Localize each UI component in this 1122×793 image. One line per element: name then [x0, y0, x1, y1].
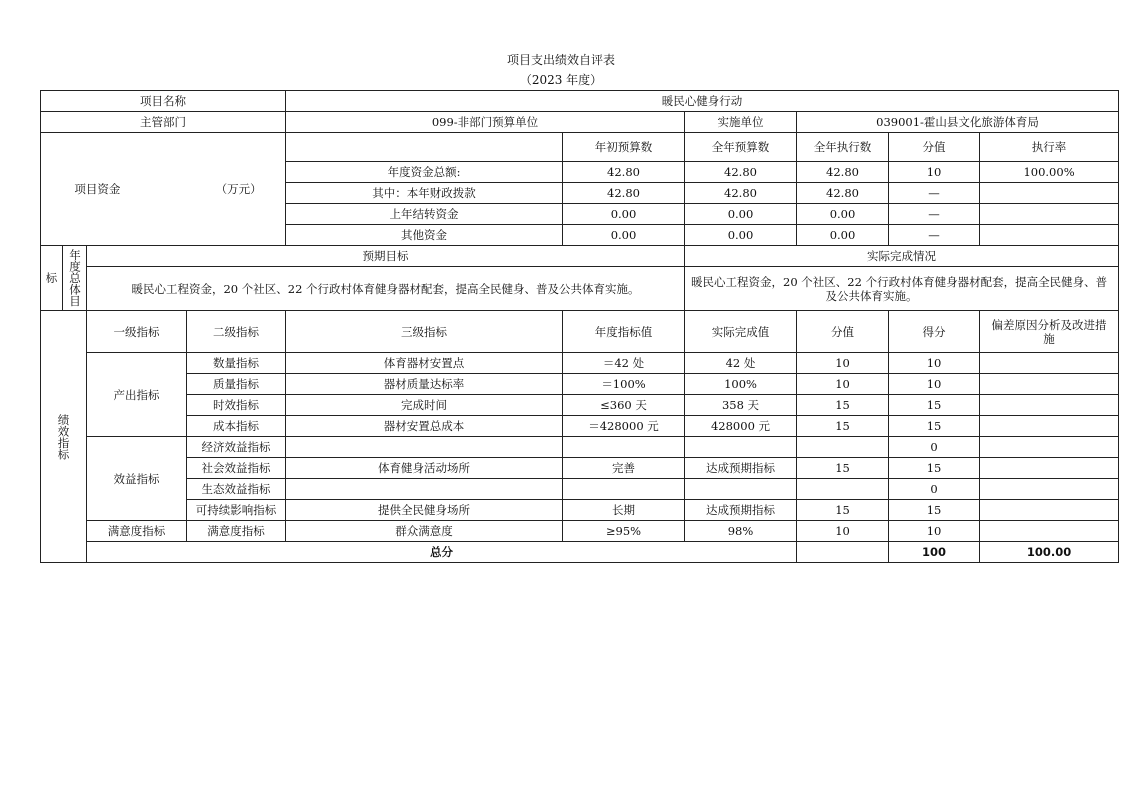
total-score-value: 100	[889, 542, 980, 563]
implementing-unit-label: 实施单位	[685, 112, 797, 133]
indicator-level3: 完成时间	[286, 395, 563, 416]
funds-row-score-value: 10	[889, 162, 980, 183]
indicator-level2: 数量指标	[187, 353, 286, 374]
indicator-deviation	[980, 437, 1119, 458]
funds-row-annual: 0.00	[685, 225, 797, 246]
funds-row-score-value: —	[889, 204, 980, 225]
indicator-score-value: 10	[797, 374, 889, 395]
funds-header-annual: 全年预算数	[685, 133, 797, 162]
indicator-row	[41, 416, 1119, 437]
funds-header-rate: 执行率	[980, 133, 1119, 162]
indicator-level3: 器材安置总成本	[286, 416, 563, 437]
indicator-level3: 器材质量达标率	[286, 374, 563, 395]
indicator-score-value	[797, 479, 889, 500]
funds-row-name: 其中：本年财政拨款	[286, 183, 563, 204]
indicator-level3	[286, 479, 563, 500]
expected-goal-label: 预期目标	[87, 246, 685, 267]
indicators-side-label: 绩效指标	[41, 311, 87, 563]
funds-row-rate	[980, 204, 1119, 225]
page-title: 项目支出绩效自评表	[506, 53, 615, 67]
funds-label-cell	[41, 133, 286, 246]
actual-goal-text	[685, 267, 1119, 311]
indicator-deviation	[980, 374, 1119, 395]
indicator-score-value: 15	[797, 500, 889, 521]
indicator-level2: 满意度指标	[187, 521, 286, 542]
indicator-target: ≤360 天	[563, 395, 685, 416]
indicator-row	[41, 458, 1119, 479]
indicator-level2: 成本指标	[187, 416, 286, 437]
indicator-level3: 群众满意度	[286, 521, 563, 542]
funds-row-rate	[980, 183, 1119, 204]
funds-row-initial: 0.00	[563, 225, 685, 246]
indicator-score: 0	[889, 479, 980, 500]
indicator-row	[41, 395, 1119, 416]
output-indicator-label: 产出指标	[87, 353, 187, 437]
department-label: 主管部门	[41, 112, 286, 133]
indicator-target: 完善	[563, 458, 685, 479]
funds-row-annual: 42.80	[685, 183, 797, 204]
funds-label: 项目资金	[74, 182, 121, 196]
indicator-actual: 达成预期指标	[685, 458, 797, 479]
funds-unit: （万元）	[215, 182, 262, 196]
indicator-actual: 达成预期指标	[685, 500, 797, 521]
indicator-target: ＝428000 元	[563, 416, 685, 437]
indicator-level2: 时效指标	[187, 395, 286, 416]
funds-row-initial: 0.00	[563, 204, 685, 225]
goals-side-cell	[41, 246, 87, 311]
funds-header-executed: 全年执行数	[797, 133, 889, 162]
deviation-header-line-1: 偏差原因分析及改进措	[991, 317, 1107, 332]
indicator-score-value: 15	[797, 458, 889, 479]
indicator-score-value: 15	[797, 395, 889, 416]
indicator-target	[563, 437, 685, 458]
indicator-target: ＝42 处	[563, 353, 685, 374]
indicator-score: 10	[889, 353, 980, 374]
indicator-deviation	[980, 416, 1119, 437]
funds-row-rate	[980, 225, 1119, 246]
indicator-row	[41, 437, 1119, 458]
indicator-deviation	[980, 395, 1119, 416]
indicator-target: 长期	[563, 500, 685, 521]
indicator-header-target: 年度指标值	[563, 311, 685, 353]
indicator-level3	[286, 437, 563, 458]
total-label: 总分	[87, 542, 797, 563]
total-blank	[797, 542, 889, 563]
funds-header-blank	[286, 133, 563, 162]
indicator-target: ＝100%	[563, 374, 685, 395]
indicator-score: 15	[889, 500, 980, 521]
total-score: 100.00	[980, 542, 1119, 563]
indicator-header-score-value: 分值	[797, 311, 889, 353]
indicator-actual: 100%	[685, 374, 797, 395]
indicator-score-value	[797, 437, 889, 458]
indicator-deviation	[980, 500, 1119, 521]
indicator-target: ≥95%	[563, 521, 685, 542]
funds-row-executed: 0.00	[797, 204, 889, 225]
indicator-level2: 经济效益指标	[187, 437, 286, 458]
indicator-level2: 社会效益指标	[187, 458, 286, 479]
funds-row-name: 其他资金	[286, 225, 563, 246]
indicator-deviation	[980, 353, 1119, 374]
indicator-level3: 体育健身活动场所	[286, 458, 563, 479]
indicator-score: 10	[889, 521, 980, 542]
indicator-actual	[685, 437, 797, 458]
funds-row-executed: 42.80	[797, 183, 889, 204]
indicator-actual	[685, 479, 797, 500]
implementing-unit-value: 039001-霍山县文化旅游体育局	[797, 112, 1119, 133]
indicator-header-level2: 二级指标	[187, 311, 286, 353]
indicator-header-score: 得分	[889, 311, 980, 353]
indicator-score: 15	[889, 395, 980, 416]
indicator-score: 0	[889, 437, 980, 458]
actual-goal-line-1: 暖民心工程资金，20 个社区、22 个行政村体育健身器材配套，提高全民健身、普	[691, 274, 1108, 289]
indicator-header-deviation	[980, 311, 1119, 353]
satisfaction-indicator-label: 满意度指标	[87, 521, 187, 542]
indicator-deviation	[980, 479, 1119, 500]
expected-goal-text: 暖民心工程资金，20 个社区、22 个行政村体育健身器材配套，提高全民健身、普及公共体育实施。	[87, 267, 685, 311]
indicator-level3: 提供全民健身场所	[286, 500, 563, 521]
funds-row-rate: 100.00%	[980, 162, 1119, 183]
indicator-score-value: 15	[797, 416, 889, 437]
indicator-row	[41, 374, 1119, 395]
funds-row-name: 年度资金总额:	[286, 162, 563, 183]
indicator-actual: 428000 元	[685, 416, 797, 437]
indicator-level2: 生态效益指标	[187, 479, 286, 500]
funds-row-score-value: —	[889, 225, 980, 246]
goals-inner-label: 年度总体目	[62, 246, 86, 310]
funds-row-initial: 42.80	[563, 183, 685, 204]
indicator-score-value: 10	[797, 353, 889, 374]
indicator-level3: 体育器材安置点	[286, 353, 563, 374]
indicator-row	[41, 353, 1119, 374]
actual-goal-line-2: 及公共体育实施。	[825, 288, 918, 303]
project-name-label: 项目名称	[41, 91, 286, 112]
indicator-score: 15	[889, 458, 980, 479]
funds-row-executed: 42.80	[797, 162, 889, 183]
indicator-actual: 42 处	[685, 353, 797, 374]
funds-header-initial: 年初预算数	[563, 133, 685, 162]
indicator-row	[41, 521, 1119, 542]
indicator-header-level1: 一级指标	[87, 311, 187, 353]
indicator-deviation	[980, 458, 1119, 479]
indicator-level2: 质量指标	[187, 374, 286, 395]
funds-row-annual: 0.00	[685, 204, 797, 225]
indicator-score: 10	[889, 374, 980, 395]
actual-goal-label: 实际完成情况	[685, 246, 1119, 267]
benefit-indicator-label: 效益指标	[87, 437, 187, 521]
department-value: 099-非部门预算单位	[286, 112, 685, 133]
indicator-actual: 98%	[685, 521, 797, 542]
indicator-score: 15	[889, 416, 980, 437]
funds-row-annual: 42.80	[685, 162, 797, 183]
funds-row-initial: 42.80	[563, 162, 685, 183]
funds-row-name: 上年结转资金	[286, 204, 563, 225]
indicator-header-level3: 三级指标	[286, 311, 563, 353]
indicator-level2: 可持续影响指标	[187, 500, 286, 521]
indicator-row	[41, 479, 1119, 500]
performance-table	[40, 90, 1119, 563]
funds-row-score-value: —	[889, 183, 980, 204]
page-subtitle: （2023 年度）	[519, 73, 603, 87]
funds-row-executed: 0.00	[797, 225, 889, 246]
funds-header-score-value: 分值	[889, 133, 980, 162]
indicator-target	[563, 479, 685, 500]
project-name-value: 暖民心健身行动	[286, 91, 1119, 112]
indicator-deviation	[980, 521, 1119, 542]
indicator-actual: 358 天	[685, 395, 797, 416]
indicator-score-value: 10	[797, 521, 889, 542]
indicator-header-actual: 实际完成值	[685, 311, 797, 353]
indicator-row	[41, 500, 1119, 521]
deviation-header-line-2: 施	[1043, 331, 1055, 346]
goals-outer-label: 标	[45, 271, 58, 285]
